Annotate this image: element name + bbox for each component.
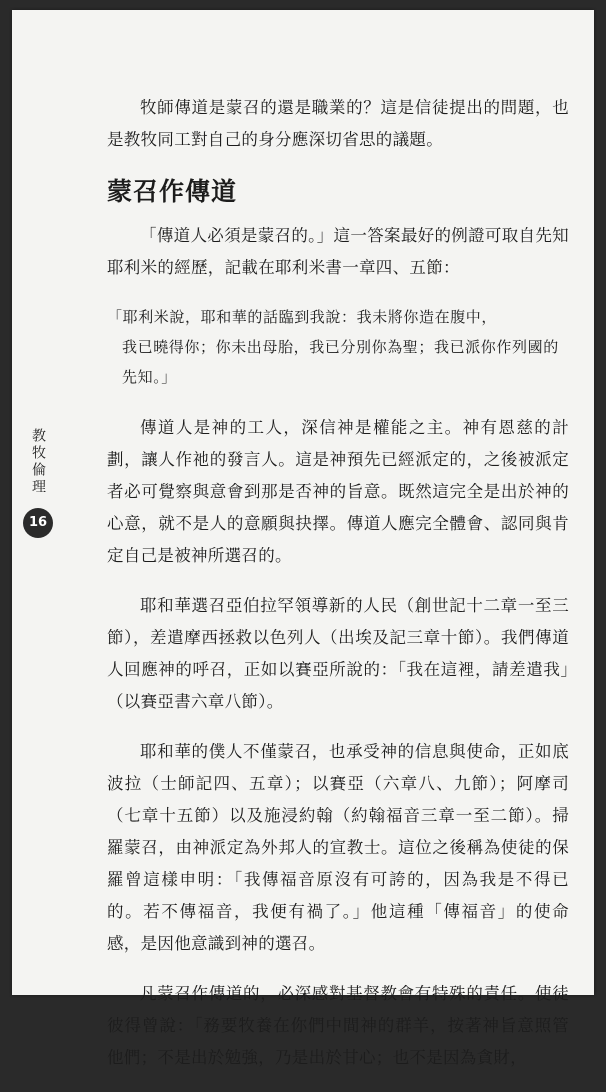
quote-rest: 我已曉得你；你未出母胎，我已分別你為聖；我已派你作列國的先知。」	[122, 338, 559, 386]
paragraph-3: 耶和華選召亞伯拉罕領導新的人民（創世記十二章一至三節），差遣摩西拯救以色列人（出埃及記三章十節）。我們傳道人回應神的呼召，正如以賽亞所說的：「我在這裡，請差遣我」（以賽亞書六章八節）。	[107, 596, 569, 711]
paragraph-2: 傳道人是神的工人，深信神是權能之主。神有恩慈的計劃，讓人作祂的發言人。這是神預先已經派定的，之後被派定者必可覺察與意會到那是否神的旨意。既然這完全是出於神的心意，就不是人的意願與抉擇。傳道人應完全體會、認同與肯定自己是被神所選召的。	[107, 418, 569, 565]
main-text	[107, 92, 569, 1092]
intro-paragraph: 牧師傳道是蒙召的還是職業的？這是信徒提出的問題，也是教牧同工對自己的身分應深切省思的議題。	[107, 98, 569, 149]
section-heading: 蒙召作傳道	[107, 177, 238, 206]
paragraph-4: 耶和華的僕人不僅蒙召，也承受神的信息與使命，正如底波拉（士師記四、五章）；以賽亞（六章八、九節）；阿摩司（七章十五節）以及施浸約翰（約翰福音三章一至二節）。掃羅蒙召，由神派定為外邦人的宣教士。這位之後稱為使徒的保羅曾這樣申明：「我傳福音原沒有可誇的，因為我是不得已的。若不傳福音，我便有禍了。」他這種「傳福音」的使命感，是因他意識到神的選召。	[107, 742, 569, 953]
quote-line-1: 「耶利米說，耶和華的話臨到我說：我未將你造在腹中，	[107, 308, 498, 326]
page-number-badge: 16	[23, 508, 53, 538]
scripture-quote	[107, 302, 569, 392]
sidebar	[20, 428, 56, 538]
running-head: 教牧倫理	[30, 428, 46, 496]
book-page	[12, 10, 594, 1067]
paragraph-5: 凡蒙召作傳道的，必深感對基督教會有特殊的責任。使徒彼得曾說：「務要牧養在你們中間神的群羊，按著神旨意照管他們；不是出於勉強，乃是出於甘心；也不是因為貪財，	[107, 984, 569, 1067]
paragraph-1: 「傳道人必須是蒙召的。」這一答案最好的例證可取自先知耶利米的經歷，記載在耶利米書一章四、五節：	[107, 226, 569, 277]
